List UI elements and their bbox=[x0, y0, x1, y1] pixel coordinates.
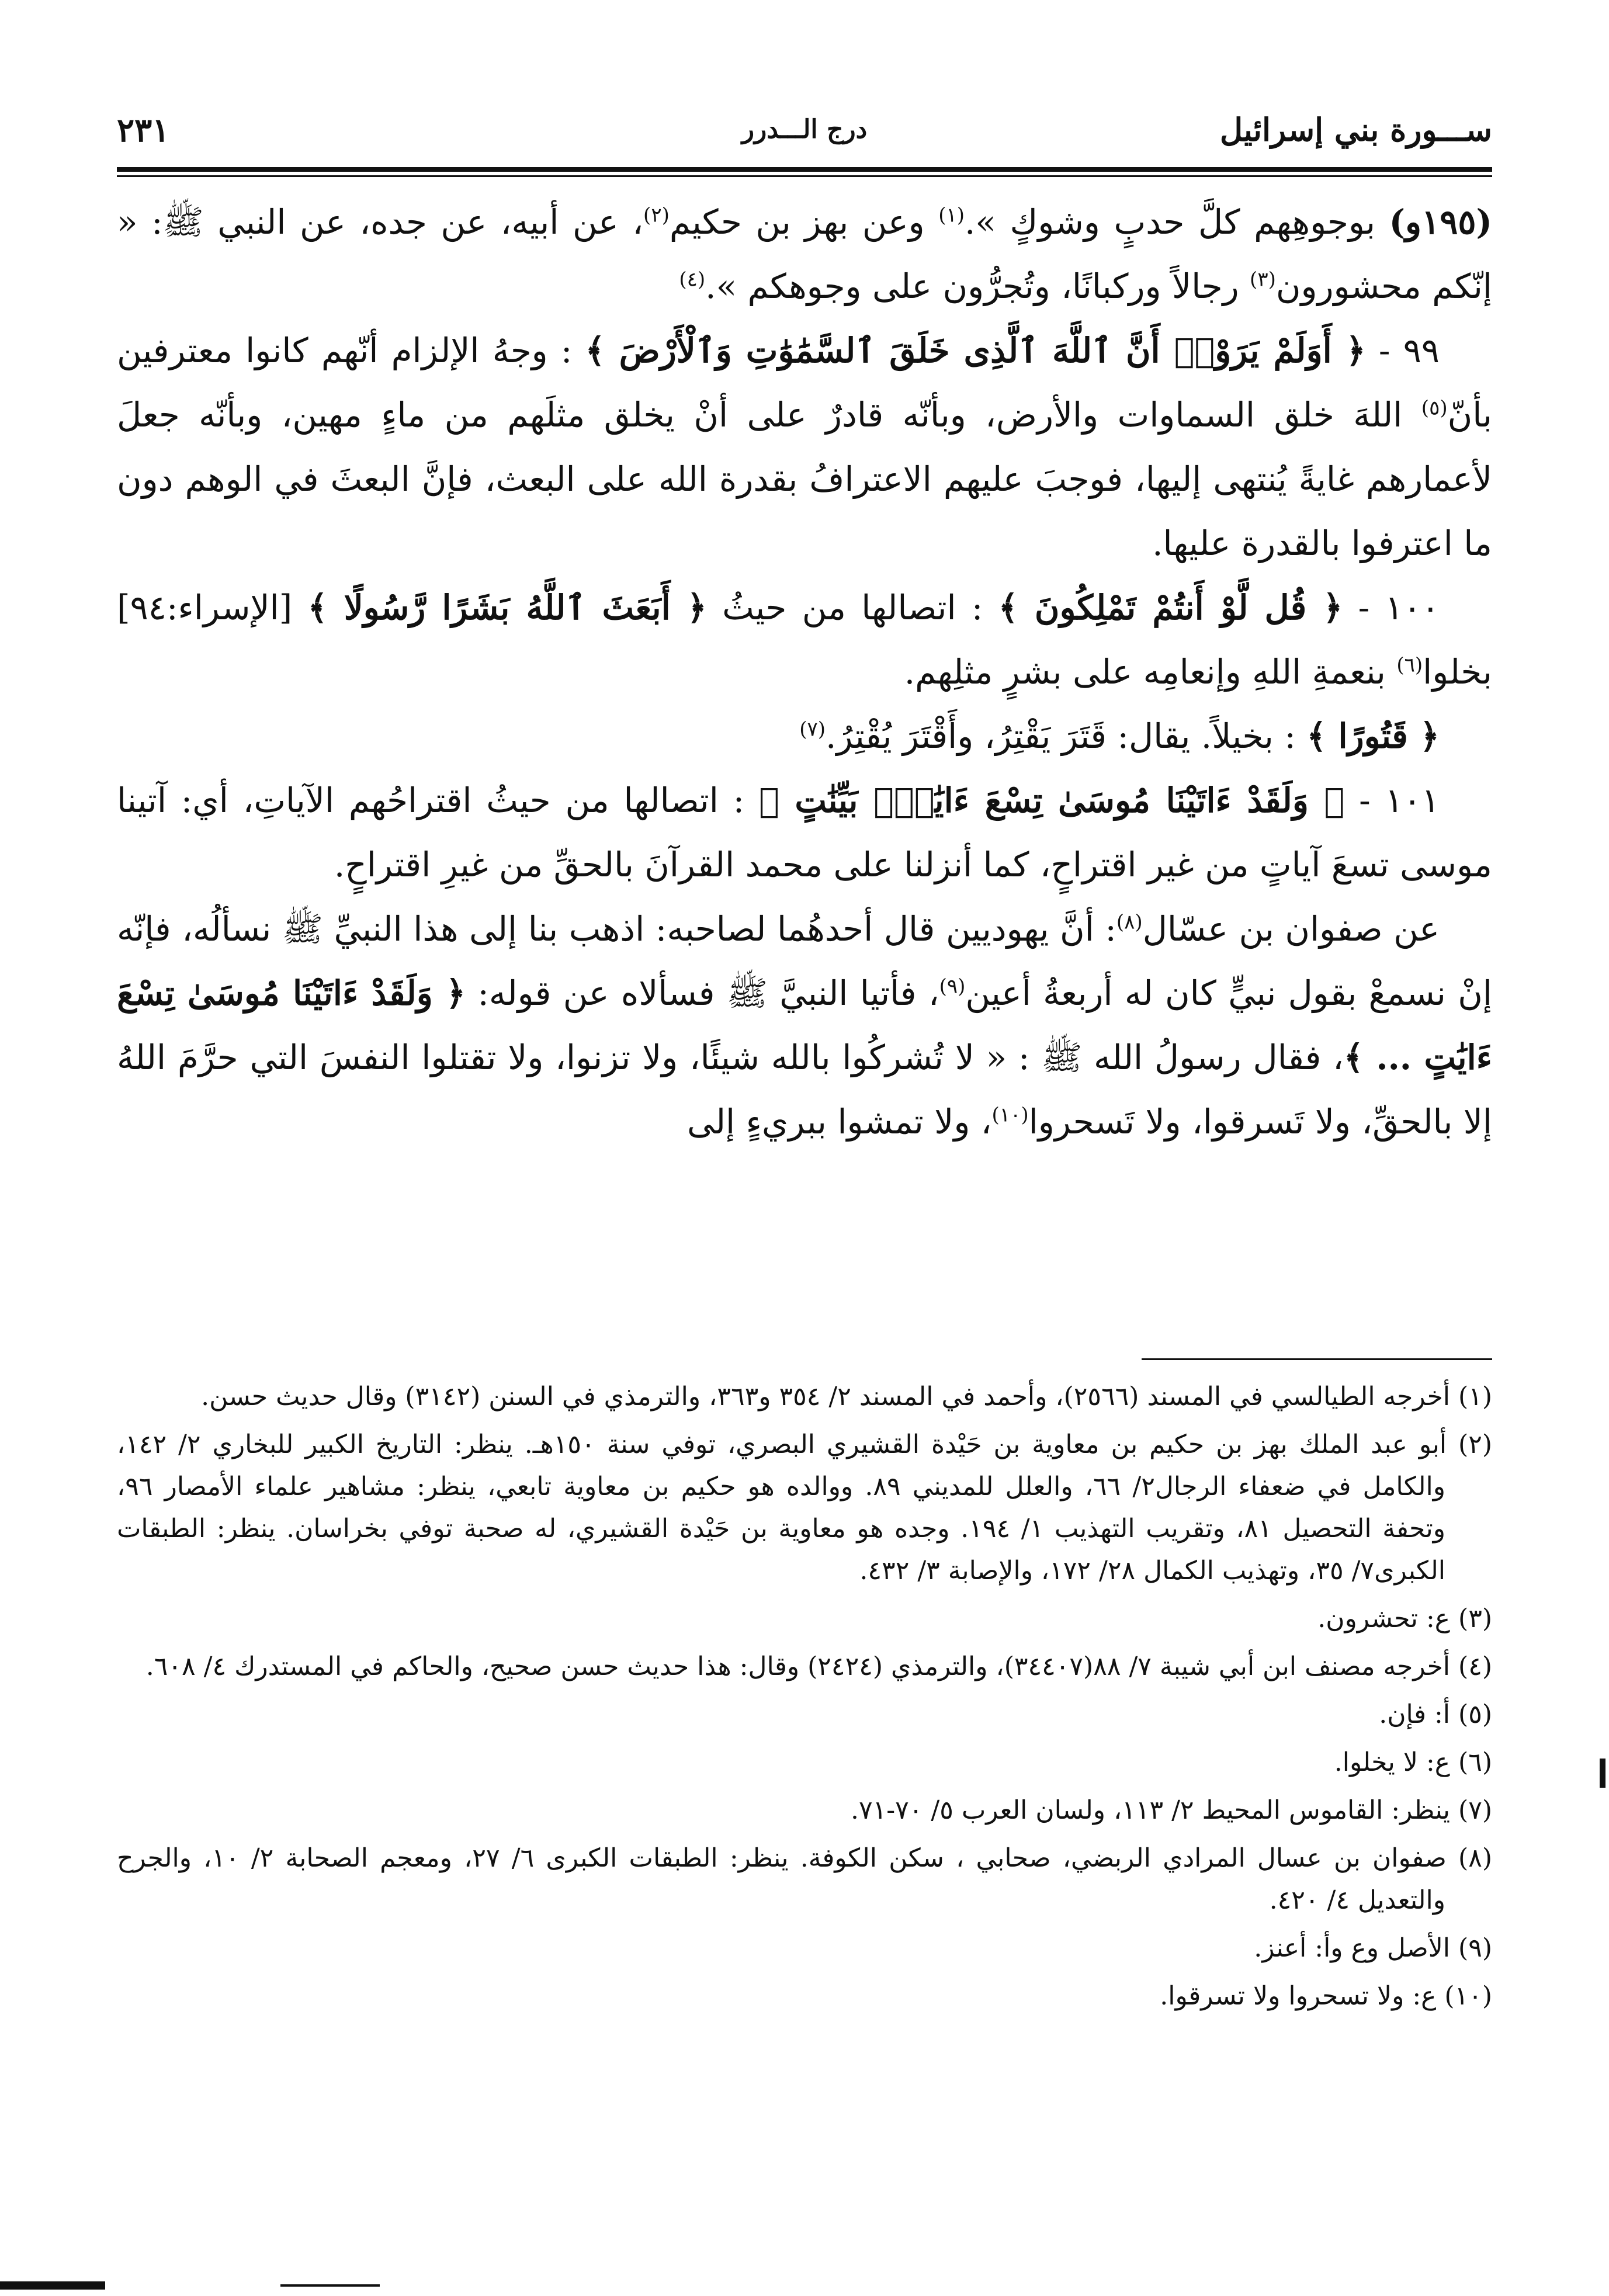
book-title: درج الـــدرر bbox=[741, 115, 868, 144]
footnote-4: (٤) أخرجه مصنف ابن أبي شيبة ٧/ ٨٨(٣٤٤٠٧)، والترمذي (٢٤٢٤) وقال: هذا حديث حسن صحيح، والحاكم في المستدرك ٤/ ٦٠٨. bbox=[145, 1652, 1492, 1681]
footnote-9: (٩) الأصل وع وأ: أعنز. bbox=[1254, 1933, 1492, 1963]
p6-text-b: : أنَّ يهوديين قال أحدهُما لصاحبه: اذهب بنا إلى هذا النبيِّ ﷺ نسألُه، فإنّه إنْ نسمعْ بقول نبيٍّ كان له أربعةُ أعين bbox=[117, 909, 1493, 1013]
footnote-ref-5: (٥) bbox=[1421, 396, 1448, 420]
header-rule-thick bbox=[117, 167, 1492, 172]
header-rule-thin bbox=[117, 175, 1492, 177]
p1-text-c: ، عن أبيه، عن جده، عن النبي ﷺ: « إنّكم محشورون bbox=[117, 202, 1492, 306]
quran-verse-101-quote: ﴿ وَلَقَدْ ءَاتَيْنَا مُوسَىٰ تِسْعَ ءَايَٰتٍ ... ﴾ bbox=[117, 973, 1492, 1077]
quran-word-qatura: ﴿ قَتُورًا ﴾ bbox=[1306, 716, 1440, 756]
quran-verse-100: ﴿ قُل لَّوْ أَنتُمْ تَمْلِكُونَ ﴾ bbox=[998, 588, 1343, 627]
footnote-7: (٧) ينظر: القاموس المحيط ٢/ ١١٣، ولسان العرب ٥/ ٧٠-٧١. bbox=[850, 1795, 1492, 1825]
paragraph-verse-99 bbox=[117, 318, 1492, 575]
footnote-10: (١٠) ع: ولا تسحروا ولا تسرقوا. bbox=[1160, 1981, 1492, 2011]
p5-text: : اتصالها من حيثُ اقتراحُهم الآياتِ، أي: آتينا موسى تسعَ آياتٍ من غير اقتراحٍ، كما أنزلنا على محمد القرآنَ بالحقِّ من غيرِ اقتراحٍ. bbox=[117, 781, 1492, 885]
p3-text-a: : اتصالها من حيثُ bbox=[706, 588, 998, 627]
paragraph-verse-100 bbox=[117, 575, 1492, 704]
running-header bbox=[117, 111, 1492, 164]
verse-number-99: ٩٩ - bbox=[1365, 331, 1440, 370]
quran-verse-99: ﴿ أَوَلَمْ يَرَوْا۟ أَنَّ ٱللَّهَ ٱلَّذِى خَلَقَ ٱلسَّمَٰوَٰتِ وَٱلْأَرْضَ ﴾ bbox=[585, 331, 1366, 370]
page-number: ٢٣١ bbox=[117, 111, 170, 150]
footnote-separator bbox=[1142, 1358, 1492, 1360]
footnote-ref-3: (٣) bbox=[1250, 268, 1276, 292]
scan-edge-mark-right bbox=[1600, 1759, 1605, 1788]
footnote-ref-9: (٩) bbox=[939, 974, 966, 998]
footnote-ref-7: (٧) bbox=[799, 717, 826, 741]
paragraph-1 bbox=[117, 190, 1492, 318]
footnote-ref-4: (٤) bbox=[679, 268, 706, 292]
p1-text-a: بوجوهِهم كلَّ حدبٍ وشوكٍ ». bbox=[965, 202, 1389, 242]
footnote-2: (٢) أبو عبد الملك بهز بن حكيم بن معاوية بن حَيْدة القشيري البصري، توفي سنة ١٥٠هـ. ينظر: التاريخ الكبير للبخاري ٢/ ١٤٢، والكامل في ضعفاء الرجال٢/ ٦٦، والعلل للمديني ٨٩. ووالده هو حكيم بن معاوية تابعي، ينظر: مشاهير علماء الأمصار ٩٦، وتحفة التحصيل ٨١، وتقريب التهذيب ١/ ١٩٤. وجده هو معاوية بن حَيْدة القشيري، له صحبة توفي بخراسان. ينظر: الطبقات الكبرى٧/ ٣٥، وتهذيب الكمال ٢٨/ ١٧٢، والإصابة ٣/ ٤٣٢. bbox=[117, 1430, 1492, 1586]
p3-text-c: بنعمةِ اللهِ وإنعامِه على بشرٍ مثلِهم. bbox=[904, 652, 1397, 692]
scan-edge-mark-bottom bbox=[0, 2281, 105, 2290]
footnote-5: (٥) أ: فإن. bbox=[1379, 1700, 1492, 1729]
p2-text-b: اللهَ خلق السماوات والأرض، وبأنّه قادرٌ على أنْ يخلق مثلَهم من ماءٍ مهين، وبأنّه جعلَ لأعمارهم غايةً يُنتهى إليها، فوجبَ عليهم الاعترافُ بقدرة الله على البعث، فإنَّ البعثَ في الوهم دون ما اعترفوا بالقدرة عليها. bbox=[117, 395, 1492, 563]
paragraph-qatura bbox=[117, 704, 1492, 768]
footnote-3: (٣) ع: تحشرون. bbox=[1317, 1604, 1492, 1633]
footnote-ref-10: (١٠) bbox=[991, 1103, 1029, 1127]
footnote-ref-6: (٦) bbox=[1396, 653, 1423, 677]
p2-text-a: : وجهُ الإلزام أنّهم كانوا معترفين بأنّ bbox=[117, 331, 1493, 435]
footnote-ref-2: (٢) bbox=[643, 203, 670, 227]
p6-text-a: عن صفوان بن عسّال bbox=[1142, 909, 1440, 949]
paragraph-verse-101 bbox=[117, 768, 1492, 897]
footnotes bbox=[117, 1376, 1492, 2023]
main-text bbox=[117, 190, 1492, 1154]
footnote-ref-1: (١) bbox=[938, 203, 965, 227]
p6-text-c: ، فأتيا النبيَّ ﷺ فسألاه عن قوله: bbox=[465, 973, 939, 1013]
quran-verse-94-ref: ﴿ أَبَعَثَ ٱللَّهُ بَشَرًا رَّسُولًا ﴾ bbox=[307, 588, 707, 627]
p3-text-b: [الإسراء:٩٤] بخلوا bbox=[117, 588, 1492, 692]
p6-text-d: ، فقال رسولُ الله ﷺ : « لا تُشركُوا بالله شيئًا، ولا تزنوا، ولا تقتلوا النفسَ التي حرَّمَ اللهُ إلا بالحقِّ، ولا تَسرقوا، ولا تَسحروا bbox=[117, 1038, 1492, 1142]
footnote-6: (٦) ع: لا يخلوا. bbox=[1334, 1747, 1492, 1777]
p1-text-d: رجالاً وركبانًا، وتُجرُّون على وجوهكم ». bbox=[705, 266, 1250, 306]
verse-number-101: ١٠١ - bbox=[1344, 781, 1440, 820]
footnote-1: (١) أخرجه الطيالسي في المسند (٢٥٦٦)، وأحمد في المسند ٢/ ٣٥٤ و٣٦٣، والترمذي في السنن (٣١٤٢) وقال حديث حسن. bbox=[201, 1382, 1492, 1411]
p1-text-b: وعن بهز بن حكيم bbox=[669, 202, 939, 242]
footnote-8: (٨) صفوان بن عسال المرادي الربضي، صحابي ، سكن الكوفة. ينظر: الطبقات الكبرى ٦/ ٢٧، ومعجم الصحابة ٢/ ١٠، والجرح والتعديل ٤/ ٤٢٠. bbox=[117, 1843, 1493, 1915]
scan-edge-mark-bottom-2 bbox=[280, 2284, 380, 2287]
p4-text: : بخيلاً. يقال: قَتَرَ يَقْتِرُ، وأَقْتَرَ يُقْتِرُ. bbox=[826, 716, 1307, 756]
verse-number-100: ١٠٠ - bbox=[1343, 588, 1440, 627]
footnote-ref-8: (٨) bbox=[1116, 910, 1143, 934]
surah-title: ســـورة بني إسرائيل bbox=[1219, 111, 1492, 148]
paragraph-hadith bbox=[117, 897, 1492, 1154]
manuscript-marker: (١٩٥و) bbox=[1389, 202, 1492, 242]
quran-verse-101: ﴿ وَلَقَدْ ءَاتَيْنَا مُوسَىٰ تِسْعَ ءَايَٰتٍۭ بَيِّنَٰتٍ ﴾ bbox=[759, 781, 1345, 820]
p6-text-e: ، ولا تمشوا ببريءٍ إلى bbox=[687, 1102, 992, 1142]
